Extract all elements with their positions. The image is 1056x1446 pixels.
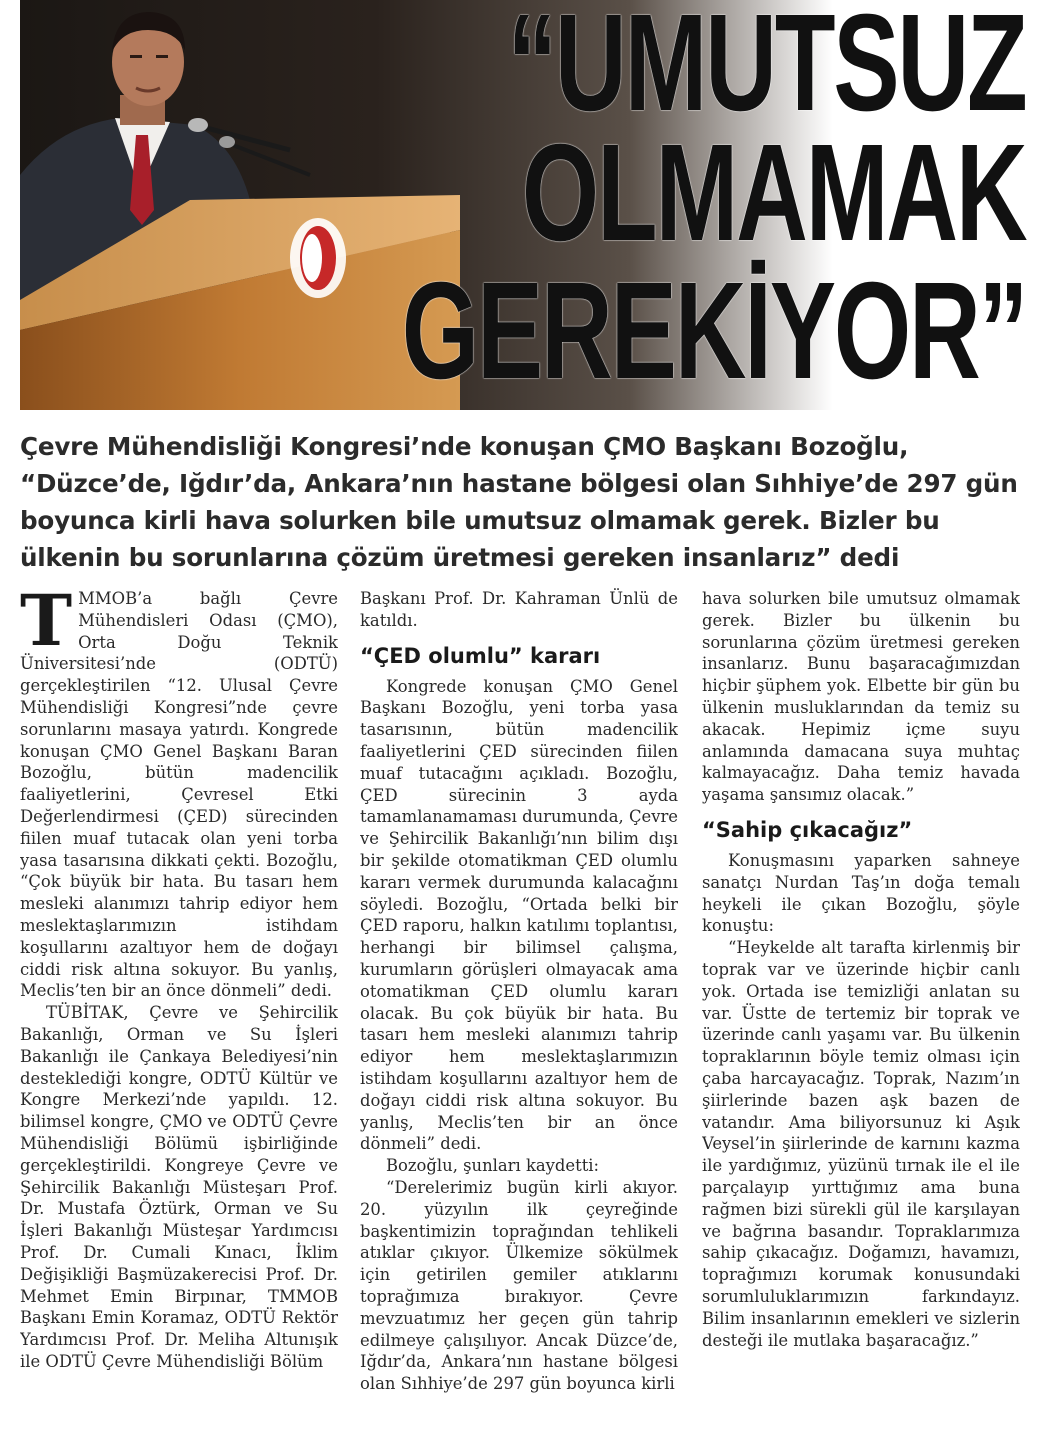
column-3 [702, 588, 1020, 1438]
lead-paragraph: Çevre Mühendisliği Kongresi’nde konuşan ÇMO Başkanı Bozoğlu, “Düzce’de, Iğdır’da, Ankara’nın hastane bölgesi olan Sıhhiye’de 297 gün boyunca kirli hava solurken bile umutsuz olmamak gerek. Bizler bu ülkenin bu sorunlarına çözüm üretmesi gereken insanlarız” dedi [20, 432, 1018, 572]
headline-line-1: “UMUTSUZ [507, 0, 1026, 140]
column-3-paragraph-0: hava solurken bile umutsuz olmamak gerek. Bizler bu ülkenin bu sorunlarına çözüm üretmesi gereken insanlarız. Bunu başaracağımızdan hiçbir şüphem yok. Elbette bir gün bu ülkenin musluklarından da temiz su akacak. Hepimiz içme suyu anlamında damacana suya muhtaç kalmayacağız. Daha temiz havada yaşama şansımız olacak.” [702, 589, 1020, 805]
column-1 [20, 588, 338, 1438]
subheading-ced: “ÇED olumlu” kararı [360, 643, 601, 668]
headline-line-3: GEREKİYOR” [401, 254, 1026, 408]
column-1-paragraph-2: TÜBİTAK, Çevre ve Şehircilik Bakanlığı, Orman ve Su İşleri Bakanlığı ile Çankaya Belediyesi’nin desteklediği kongre, ODTÜ Kültür ve Kongre Merkezi’nde yapıldı. 12. bilimsel kongre, ÇMO ve ODTÜ Çevre Mühendisliği Bölümü işbirliğinde gerçekleştirildi. Kongreye Çevre ve Şehircilik Bakanlığı Müsteşarı Prof. Dr. Mustafa Öztürk, Orman ve Su İşleri Bakanlığı Müsteşar Yardımcısı Prof. Dr. Cumali Kınacı, İklim Değişikliği Başmüzakerecisi Prof. Dr. Mehmet Emin Birpınar, TMMOB Başkanı Emin Koramaz, ODTÜ Rektör Yardımcısı Prof. Dr. Meliha Altunışık ile ODTÜ Çevre Mühendisliği Bölüm [20, 1003, 338, 1371]
column-2 [360, 588, 678, 1438]
column-2-paragraph-3: “Derelerimiz bugün kirli akıyor. 20. yüzyılın ilk çeyreğinde başkentimizin toprağından tehlikeli atıklar çıkıyor. Ülkemize sökülmek için getirilen gemiler atıklarını toprağımıza bırakıyor. Çevre mevzuatımız her geçen gün tahrip edilmeye çalışılıyor. Ancak Düzce’de, Iğdır’da, Ankara’nın hastane bölgesi olan Sıhhiye’de 297 gün boyunca kirli [360, 1177, 678, 1394]
column-1-paragraph-1-text: MMOB’a bağlı Çevre Mühendisleri Odası (ÇMO), Orta Doğu Teknik Üniversitesi’nde (ODTÜ) gerçekleştirilen “12. Ulusal Çevre Mühendisliği Kongresi”nde çevre sorunlarını masaya yatırdı. Kongrede konuşan ÇMO Genel Başkanı Baran Bozoğlu, bütün madencilik faaliyetlerini, Çevresel Etki Değerlendirmesi (ÇED) sürecinden fiilen muaf tutacak olan yeni torba yasa tasarısına dikkati çekti. Bozoğlu, “Çok büyük bir hata. Bu tasarı hem mesleki alanımızı tahrip ediyor hem meslektaşlarımızın istihdam koşullarını azaltıyor hem de doğayı ciddi risk altına sokuyor. Bu yanlış, Meclis’ten bir an önce dönmeli” dedi. [20, 589, 338, 1001]
column-3-paragraph-2: “Heykelde alt tarafta kirlenmiş bir toprak var ve üzerinde hiçbir canlı yok. Ortada ise temizliği anlatan su var. Üstte de tertemiz bir toprak ve üzerinde canlı yaşamı var. Bu ülkenin topraklarının böyle temiz olması için çaba harcayacağız. Toprak, Nazım’ın şiirlerinde bazen aşk bazen de vatandır. Ama biliyorsunuz ki Aşık Veysel’in şiirlerinde de karnını kazma ile yardığımız, yüzünü tırnak ile el ile parçalayıp yırttığımız ama buna rağmen bizi sürekli gül ile karşılayan ve bağrına basandır. Topraklarımıza sahip çıkacağız. Doğamızı, havamızı, toprağımızı korumak konusundaki sorumluluklarımızın farkındayız. Bilim insanlarının emekleri ve sizlerin desteği ile mutlaka başaracağız.” [702, 938, 1020, 1350]
article-body [20, 588, 1036, 1438]
dropcap: T [20, 588, 73, 662]
subheading-sahip: “Sahip çıkacağız” [702, 817, 913, 842]
column-1-paragraph-1 [20, 588, 338, 1002]
column-2-paragraph-1: Kongrede konuşan ÇMO Genel Başkanı Bozoğlu, yeni torba yasa tasarısının, bütün madencilik faaliyetlerini ÇED sürecinden fiilen muaf tutacağını açıkladı. Bozoğlu, ÇED sürecinin 3 ayda tamamlanamaması durumunda, Çevre ve Şehircilik Bakanlığı’nın bilim dışı bir şekilde otomatikman ÇED olumlu kararı vermek durumunda kalacağını söyledi. Bozoğlu, “Ortada belki bir ÇED raporu, halkın katılımı toplantısı, herhangi bir bilimsel çalışma, kurumların görüşleri olmayacak ama otomatikman ÇED olumlu kararı olacak. Bu çok büyük bir hata. Bu tasarı hem mesleki alanımızı tahrip ediyor hem meslektaşlarımızın istihdam koşullarını azaltıyor hem de doğayı ciddi risk altına sokuyor. Bu yanlış, Meclis’ten bir an önce dönmeli” dedi. [360, 676, 678, 1154]
headline-line-2: OLMAMAK [522, 116, 1026, 270]
column-3-paragraph-1: Konuşmasını yaparken sahneye sanatçı Nurdan Taş’ın doğa temalı heykeli ile çıkan Bozoğlu, şöyle konuştu: [702, 850, 1020, 936]
headline [276, 0, 1036, 410]
column-2-paragraph-2: Bozoğlu, şunları kaydetti: [386, 1156, 600, 1176]
column-2-paragraph-0: Başkanı Prof. Dr. Kahraman Ünlü de katıldı. [360, 589, 678, 630]
